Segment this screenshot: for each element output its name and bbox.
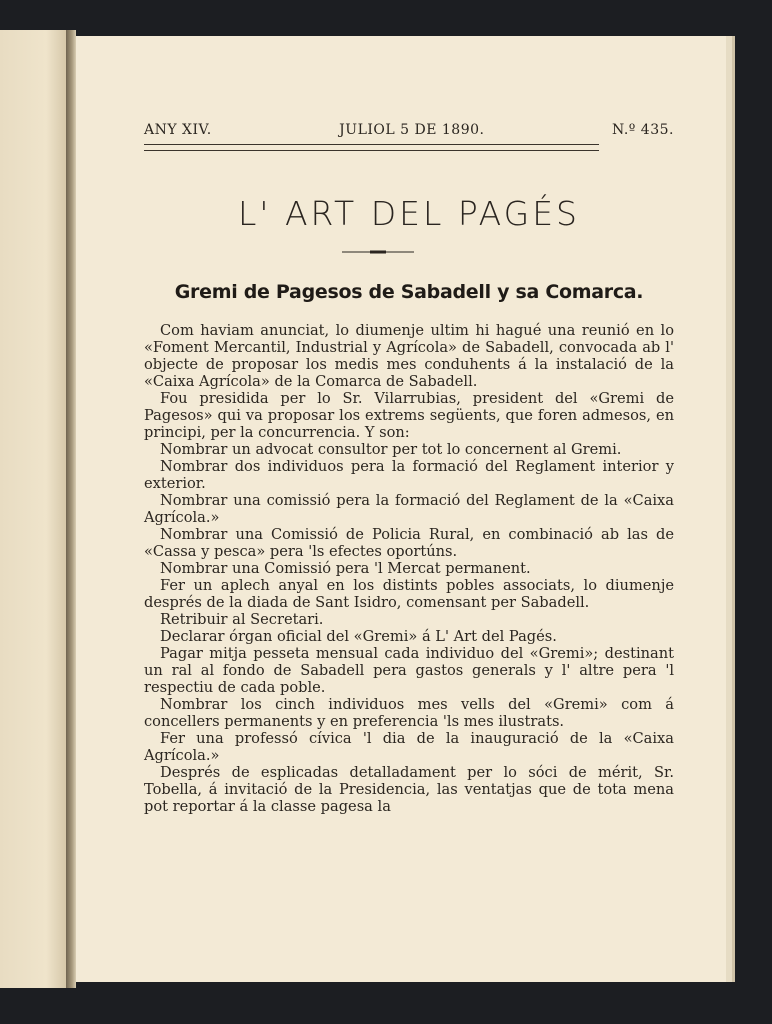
paragraph: Nombrar los cinch individuos mes vells del «Gremi» com á concellers permanents y en preferencia 'ls mes ilustrats. (144, 696, 674, 730)
article-body (144, 322, 674, 815)
journal-page (76, 36, 726, 982)
paragraph: Nombrar una Comissió pera 'l Mercat permanent. (160, 560, 531, 577)
ornament-divider-icon (342, 250, 414, 254)
issue-date: JULIOL 5 DE 1890. (339, 122, 485, 138)
volume-label: ANY XIV. (144, 122, 212, 138)
paragraph: Fer una professó cívica 'l dia de la inauguració de la «Caixa Agrícola.» (144, 730, 674, 764)
paragraph: Pagar mitja pesseta mensual cada individuo del «Gremi»; destinant un ral al fondo de Sabadell pera gastos generals y l' altre pera 'l respectiu de cada poble. (144, 645, 674, 696)
running-head (144, 122, 674, 142)
issue-number: N.º 435. (611, 122, 674, 138)
paragraph: Després de esplicadas detalladament per lo sóci de mérit, Sr. Tobella, á invitació de la Presidencia, las ventatjas que de tota mena pot reportar á la classe pagesa la (144, 764, 674, 815)
paragraph: Nombrar un advocat consultor per tot lo concernent al Gremi. (160, 441, 622, 458)
paragraph: Nombrar una Comissió de Policia Rural, en combinació ab las de «Cassa y pesca» pera 'ls efectes oportúns. (144, 526, 674, 560)
paragraph: Fou presidida per lo Sr. Vilarrubias, president del «Gremi de Pagesos» qui va proposar los extrems següents, que foren admesos, en principi, per la concurrencia. Y son: (144, 390, 674, 441)
paragraph: Declarar órgan oficial del «Gremi» á L' Art del Pagés. (160, 628, 557, 645)
masthead-title: L' ART DEL PAGÉS (238, 194, 580, 233)
article-title: Gremi de Pagesos de Sabadell y sa Comarca. (174, 281, 644, 303)
paragraph: Nombrar una comissió pera la formació del Reglament de la «Caixa Agrícola.» (144, 492, 674, 526)
book-gutter (66, 30, 76, 988)
paragraph: Com haviam anunciat, lo diumenje ultim hi hagué una reunió en lo «Foment Mercantil, Industrial y Agrícola» de Sabadell, convocada ab l' objecte de proposar los medis mes conduhents á la instalació de la «Caixa Agrícola» de la Comarca de Sabadell. (144, 322, 674, 390)
paragraph: Fer un aplech anyal en los distints pobles associats, lo diumenje després de la diada de Sant Isidro, comensant per Sabadell. (144, 577, 674, 611)
paragraph: Retribuir al Secretari. (160, 611, 324, 628)
header-rule (144, 144, 599, 151)
facing-page-edge (0, 30, 68, 988)
paragraph: Nombrar dos individuos pera la formació del Reglament interior y exterior. (144, 458, 674, 492)
